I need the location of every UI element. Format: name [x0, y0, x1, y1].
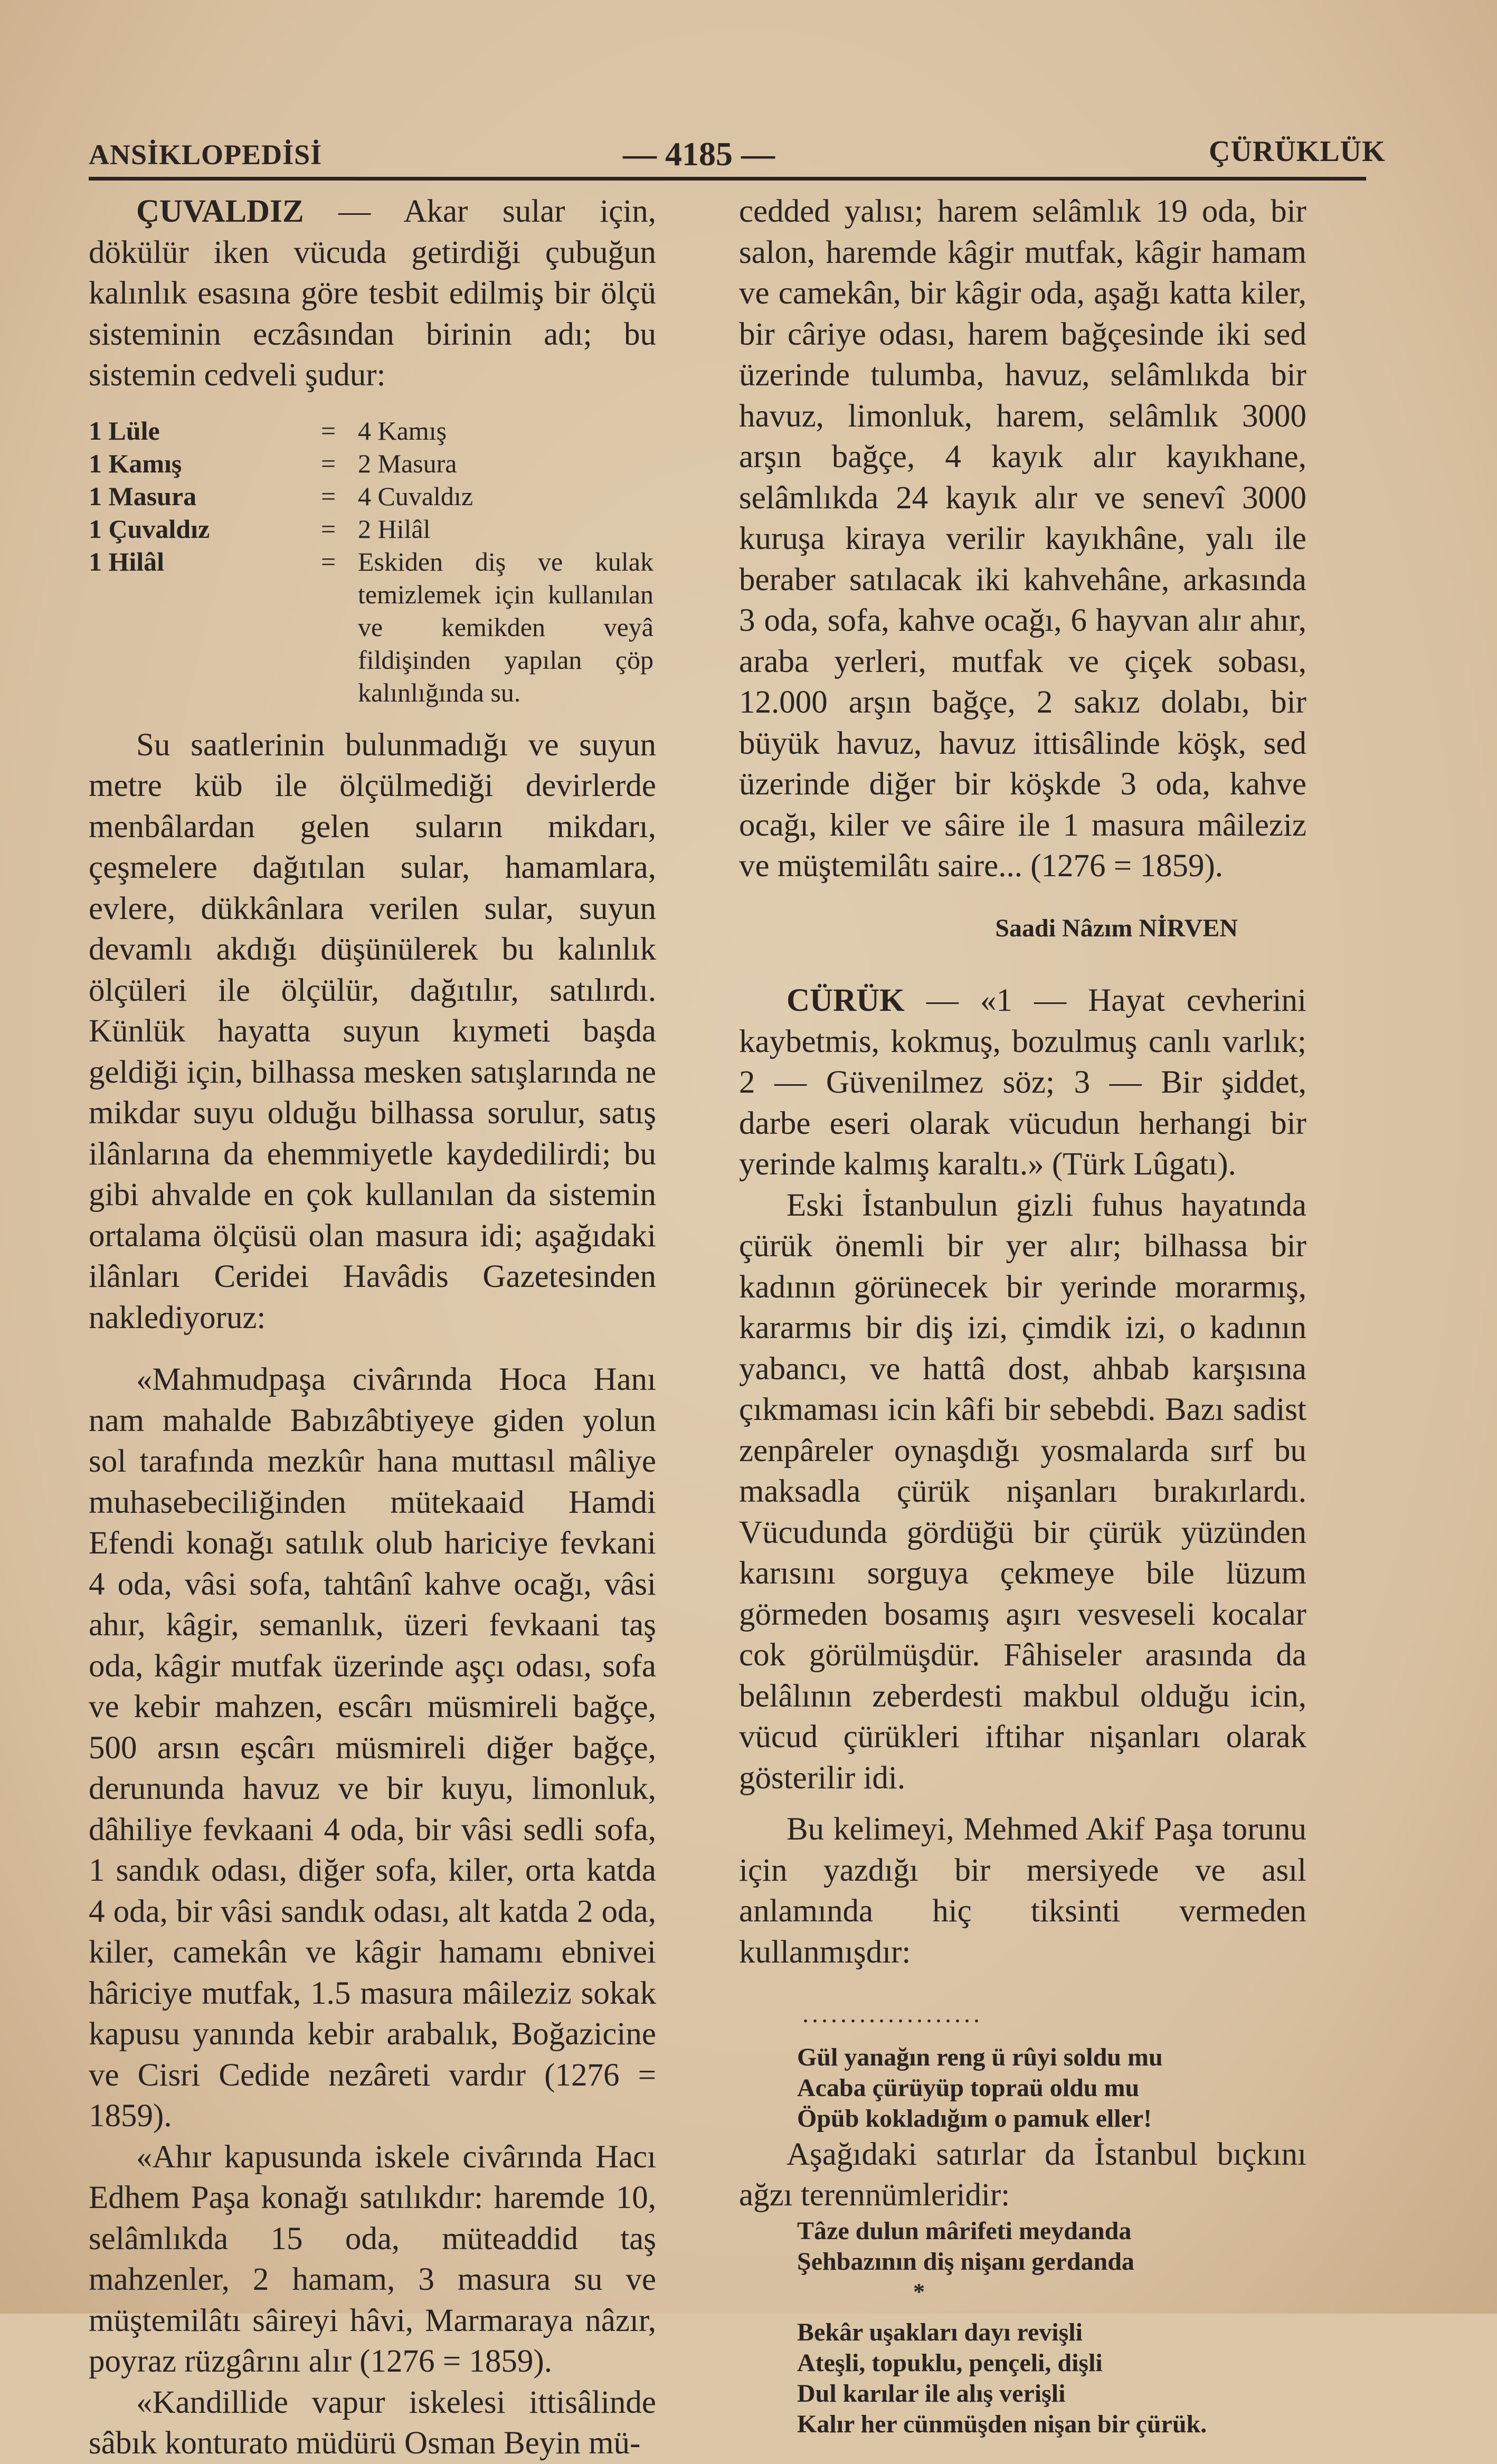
running-head-left: ANSİKLOPEDİSİ: [89, 139, 323, 170]
author-signature: Saadi Nâzım NİRVEN: [995, 914, 1238, 942]
poem-line: Gül yanağın reng ü rûyi soldu mu: [797, 2043, 1163, 2071]
equals: =: [321, 546, 336, 576]
poem-line: Bekâr uşakları dayı revişli: [797, 2318, 1083, 2346]
page-number: — 4185 —: [623, 135, 775, 173]
equals: =: [321, 481, 336, 511]
table-row: [89, 545, 653, 709]
unit: 1 Hilâl: [89, 546, 165, 576]
paragraph: Aşağıdaki satırlar da İstanbul bıçkını ağzı terennümleridir:: [739, 2136, 1306, 2213]
value: 2 Hilâl: [358, 514, 431, 544]
left-column: [89, 191, 656, 2464]
paragraph: Eski İstanbulun gizli fuhus hayatında çürük önemli bir yer alır; bilhassa bir kadının görünecek bir yerinde morarmış, kararmıs bir diş izi, çimdik izi, o kadının yabancı, ve hattâ dost, ahbab karşısına çıkmaması icin kâfi bir sebebdi. Bazı sadist zenpâreler oynaşdığı yosmalarda sırf bu maksadla çürük nişanları bırakırlardı. Vücudunda gördüğü bir çürük yüzünden karısını sorguya çekmeye bile lüzum görmeden bosamış aşırı vesveseli kocalar cok görülmüşdür. Fâhiseler arasında da belâlının zeberdesti makbul olduğu icin, vücud çürükleri iftihar nişanları olarak gösterilir idi.: [739, 1187, 1306, 1796]
equals: =: [321, 415, 336, 446]
entry-text: — «1 — Hayat cevherini kaybetmis, kokmuş, bozulmuş canlı varlık; 2 — Güvenilmez söz; 3 — Bir şiddet, darbe eseri olarak vücudun herhangi bir yerinde kalmış karaltı.» (Türk Lûgatı).: [739, 983, 1306, 1182]
equals: =: [321, 448, 336, 478]
paragraph: Bu kelimeyi, Mehmed Akif Paşa torunu için yazdığı bir mersiyede ve asıl anlamında hiç tiksinti vermeden kullanmışdır:: [739, 1812, 1306, 1970]
unit: 1 Çuvaldız: [89, 514, 210, 544]
right-column: [739, 191, 1306, 2440]
poem-stanza: [739, 2216, 1306, 2277]
entry-curuk: [739, 980, 1306, 1185]
unit: 1 Masura: [89, 481, 197, 511]
poem-stanza: [739, 2042, 1306, 2134]
unit: 1 Kamış: [89, 448, 182, 478]
ellipsis-line: ...................: [802, 2000, 983, 2028]
table-row: [89, 513, 653, 545]
entry-cuvaldiz: [89, 191, 656, 396]
table-row: [89, 480, 653, 513]
poem-line: Şehbazının diş nişanı gerdanda: [797, 2247, 1134, 2276]
value: 4 Kamış: [358, 415, 447, 446]
measure-table: [89, 414, 653, 709]
table-row: [89, 414, 653, 447]
poem-stanza: [739, 2317, 1306, 2440]
value: 2 Masura: [358, 448, 457, 478]
poem-line: Ateşli, topuklu, pençeli, dişli: [797, 2348, 1103, 2377]
poem-line: Kalır her cünmüşden nişan bir çürük.: [797, 2410, 1207, 2438]
table-row: [89, 447, 653, 480]
unit: 1 Lüle: [89, 415, 160, 446]
quoted-ad: «Mahmudpaşa civârında Hoca Hanı nam mahalde Babızâbtiyeye giden yolun sol tarafında mezkûr hana muttasıl mâliye muhasebeciliğinden mütekaaid Hamdi Efendi konağı satılık olub hariciye fevkani 4 oda, vâsi sofa, tahtânî kahve ocağı, vâsi ahır, kâgir, semanlık, üzeri fevkaani taş oda, kâgir mutfak üzerinde aşçı odası, sofa ve kebir mahzen, escârı müsmireli bağçe, 500 arsın eşcârı müsmireli diğer bağçe, derununda havuz ve bir kuyu, limonluk, dâhiliye fevkaani 4 oda, bir vâsi sedli sofa, 1 sandık odası, diğer sofa, kiler, orta katda 4 oda, bir vâsi sandık odası, alt katda 2 oda, kiler, camekân ve kâgir hamamı ebnivei hâriciye mutfak, 1.5 masura mâileziz sokak kapusu yanında kebir arabalık, Boğazicine ve Cisri Cedide nezâreti vardır (1276 = 1859).: [89, 1362, 656, 2134]
value: Eskiden diş ve kulak temizlemek için kullanılan ve kemikden veyâ fildişinden yapılan çöp kalınlığında su.: [358, 546, 653, 707]
paragraph: Su saatlerinin bulunmadığı ve suyun metre küb ile ölçülmediği devirlerde menbâlardan gelen suların mikdarı, çeşmelere dağıtılan sular, hamamlara, evlere, dükkânlara verilen sular, suyun devamlı akdığı düşünülerek bu kalınlık ölçüleri ile ölçülür, dağıtılır, satılırdı. Künlük hayatta suyun kıymeti başda geldiği için, bilhassa mesken satışlarında ne mikdar suyu olduğu bilhassa sorulur, satış ilânlarına da ehemmiyetle kaydedilirdi; bu gibi ahvalde en çok kullanılan da sistemin ortalama ölçüsü olan masura idi; aşağıdaki ilânları Ceridei Havâdis Gazetesinden naklediyoruz:: [89, 727, 656, 1335]
poem-line: Tâze dulun mârifeti meydanda: [797, 2216, 1132, 2245]
stanza-separator: *: [913, 2278, 925, 2305]
equals: =: [321, 514, 336, 544]
poem-line: Acaba çürüyüp topraü oldu mu: [797, 2073, 1140, 2102]
running-head-right: ÇÜRÜKLÜK: [1209, 135, 1386, 168]
quoted-ad: «Kandillide vapur iskelesi ittisâlinde sâbık konturato müdürü Osman Beyin mü-: [89, 2384, 656, 2461]
poem-line: Öpüb kokladığım o pamuk eller!: [797, 2104, 1152, 2133]
quoted-ad: «Ahır kapusunda iskele civârında Hacı Edhem Paşa konağı satılıkdır: haremde 10, selâmlıkda 15 oda, müteaddid taş mahzenler, 2 hamam, 3 masura su ve müştemilâtı sâireyi hâvi, Marmaraya nâzır, poyraz rüzgârını alır (1276 = 1859).: [89, 2139, 656, 2379]
entry-text: — Akar sular için, dökülür iken vücuda getirdiği çubuğun kalınlık esasına göre tesbit edilmiş bir ölçü sisteminin eczâsından birinin adı; bu sistemin cedveli şudur:: [89, 194, 656, 393]
entry-headword: ÇUVALDIZ: [136, 194, 304, 229]
header-rule: [89, 177, 1366, 181]
value: 4 Cuvaldız: [358, 481, 473, 511]
paragraph: cedded yalısı; harem selâmlık 19 oda, bir salon, haremde kâgir mutfak, kâgir hamam ve camekân, bir kâgir oda, aşağı katta kiler, bir câriye odası, harem bağçesinde iki sed üzerinde tulumba, havuz, selâmlıkda bir havuz, limonluk, harem, selâmlık 3000 arşın bağçe, 4 kayık alır kayıkhane, selâmlıkda 24 kayık alır ve senevî 3000 kuruşa kiraya verilir kayıkhâne, yalı ile beraber satılacak iki kahvehâne, arkasında 3 oda, sofa, kahve ocağı, 6 hayvan alır ahır, araba yerleri, mutfak ve çiçek sobası, 12.000 arşın bağçe, 2 sakız dolabı, bir büyük havuz, havuz ittisâlinde köşk, sed üzerinde diğer bir köşkde 3 oda, kahve ocağı, kiler ve sâire ile 1 masura mâileziz ve müştemilâtı saire... (1276 = 1859).: [739, 194, 1306, 884]
poem-line: Dul karılar ile alış verişli: [797, 2379, 1066, 2408]
entry-headword: CÜRÜK: [787, 983, 905, 1018]
